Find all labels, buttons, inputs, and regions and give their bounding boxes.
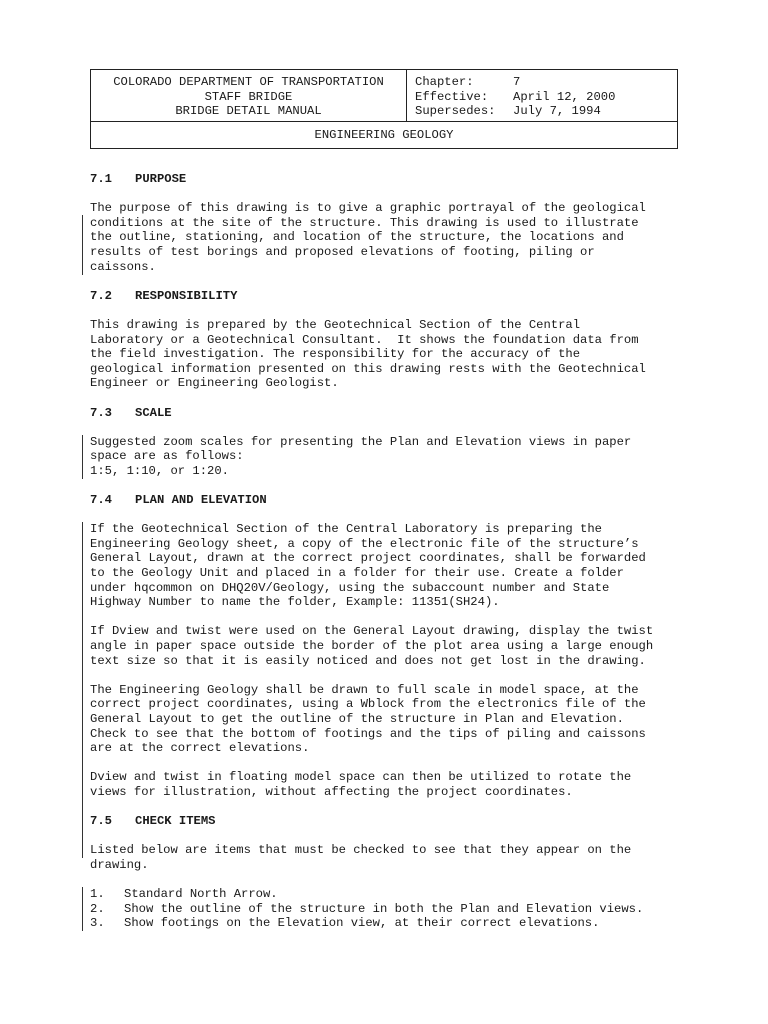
list-item-text: Show footings on the Elevation view, at their correct elevations. [124,916,600,931]
revision-bar [82,435,83,479]
section-heading-purpose [90,172,690,187]
revision-bar [82,215,83,275]
section-number: 7.1 [90,172,112,186]
organization-block [91,70,407,121]
list-item [90,916,690,931]
plan-elevation-paragraph-1: If the Geotechnical Section of the Central Laboratory is preparing the Engineering Geology sheet, a copy of the electronic file of the structure’s General Layout, drawn at the correct project coordinates, shall be forwarded to the Geology Unit and placed in a folder for their use. Create a folder under hqcommon on DHQ20V/Geology, using the subaccount number and State Highway Number to name the folder, Example: 11351(SH24). [90,522,646,610]
meta-chapter [407,75,677,90]
scale-paragraph: Suggested zoom scales for presenting the Plan and Elevation views in paper space are as follows: 1:5, 1:10, or 1:20. [90,434,632,478]
revision-bar [82,887,83,931]
purpose-paragraph: The purpose of this drawing is to give a graphic portrayal of the geological conditions at the site of the structure. This drawing is used to illustrate the outline, stationing, and location of the structure, the locations and results of test borings and proposed elevations of footing, piling or caissons. [90,201,646,274]
meta-effective [407,90,677,105]
section-number: 7.4 [90,493,112,508]
section-title: RESPONSIBILITY [135,288,238,303]
section-heading-scale [90,406,690,421]
meta-value: July 7, 1994 [513,104,601,119]
section-title: PLAN AND ELEVATION [135,493,267,508]
meta-value: April 12, 2000 [513,89,616,104]
plan-elevation-paragraph-4: Dview and twist in floating model space can then be utilized to rotate the views for illustration, without affecting the project coordinates. [90,770,632,799]
list-item-number: 3. [90,916,105,931]
section-number: 7.5 [90,814,112,829]
section-title: CHECK ITEMS [135,814,216,829]
org-line-manual: BRIDGE DETAIL MANUAL [175,104,322,119]
revision-bar [82,800,83,828]
meta-label: Chapter: [415,75,474,89]
list-item-text: Standard North Arrow. [124,887,278,902]
plan-elevation-paragraph-2: If Dview and twist were used on the General Layout drawing, display the twist angle in paper space outside the border of the plot area using a large enough text size so that it is easily noticed and does not get lost in the drawing. [90,624,654,668]
section-heading-responsibility [90,289,690,304]
section-title: PURPOSE [135,172,187,186]
plan-elevation-paragraph-3: The Engineering Geology shall be drawn to full scale in model space, at the correct project coordinates, using a Wblock from the electronics file of the General Layout to get the outline of the structure in Plan and Elevation. Check to see that the bottom of footings and the tips of piling and caissons are at the correct elevations. [90,682,646,756]
document-body [90,172,690,931]
section-heading-check-items [90,814,690,829]
responsibility-paragraph: This drawing is prepared by the Geotechnical Section of the Central Laboratory or a Geotechnical Consultant. It shows the foundation data from the field investigation. The responsibility for the accuracy of the geological information presented on this drawing rests with the Geotechnical Engineer or Engineering Geologist. [90,317,646,391]
org-line-staff-bridge: STAFF BRIDGE [204,89,293,104]
org-line-department: COLORADO DEPARTMENT OF TRANSPORTATION [113,75,384,89]
list-item [90,902,690,917]
check-items-intro: Listed below are items that must be checked to see that they appear on the drawing. [90,843,632,872]
chapter-title: ENGINEERING GEOLOGY [91,121,677,148]
meta-label: Effective: [415,89,489,104]
meta-label: Supersedes: [415,104,496,119]
list-item [90,887,690,902]
section-heading-plan-and-elevation [90,493,690,508]
section-title: SCALE [135,405,172,420]
section-number: 7.2 [90,288,112,303]
section-number: 7.3 [90,405,112,420]
check-items-list [90,887,690,931]
document-header [90,69,678,149]
list-item-number: 1. [90,887,105,902]
meta-supersedes [407,104,677,119]
meta-value: 7 [513,75,521,89]
list-item-text: Show the outline of the structure in both the Plan and Elevation views. [124,901,644,916]
document-meta-block [407,70,677,121]
list-item-number: 2. [90,901,105,916]
